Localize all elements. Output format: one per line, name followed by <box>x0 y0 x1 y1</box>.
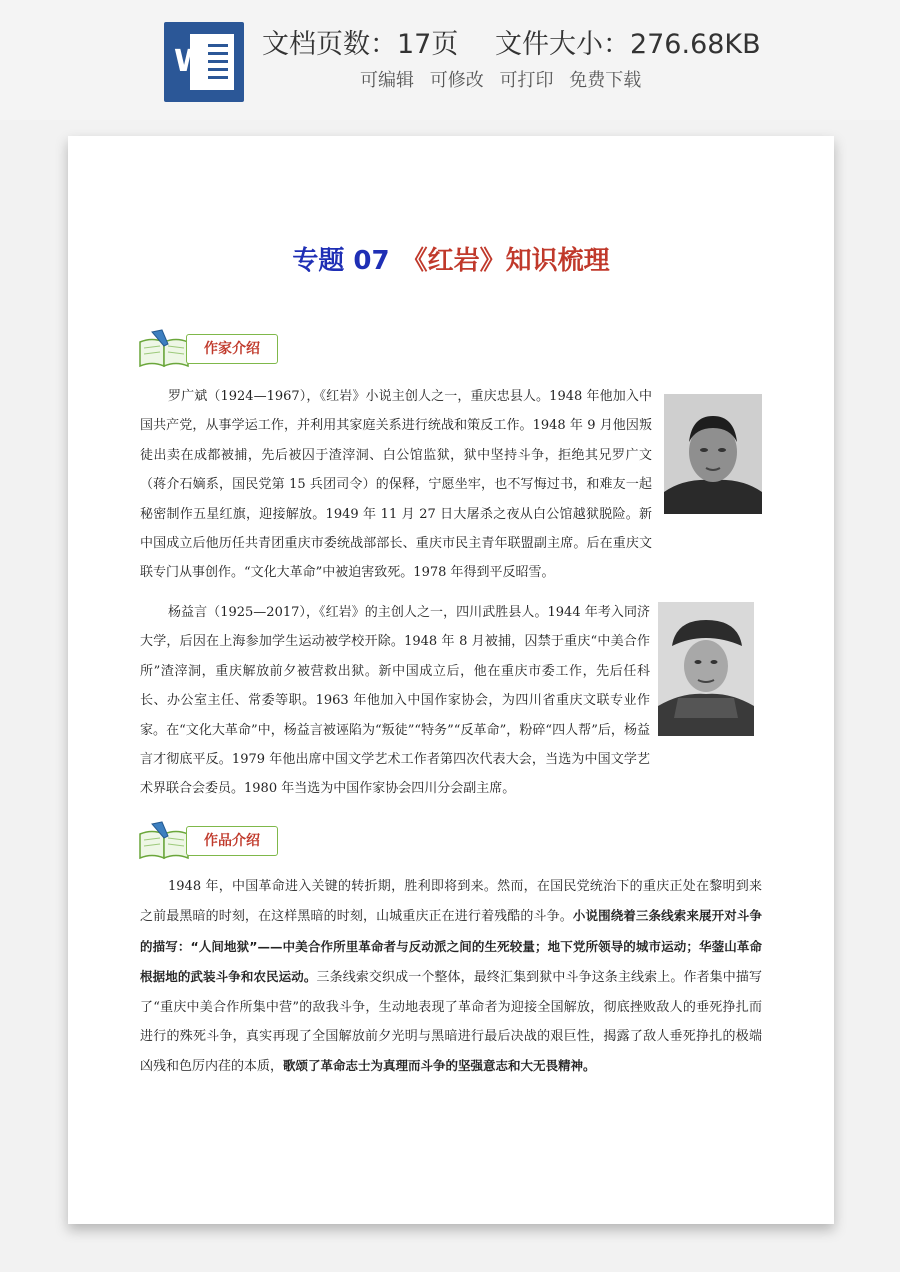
section-label-author: 作家介绍 <box>186 334 278 364</box>
author-photo-yang-yiyan <box>658 602 754 736</box>
section-header-author <box>138 328 288 368</box>
page-count: 文档页数：17页 <box>262 29 459 60</box>
work-intro-part-4-bold: 歌颂了革命志士为真理而斗争的坚强意志和大无畏精神。 <box>283 1058 596 1074</box>
word-logo-letter: W <box>174 44 208 79</box>
file-info <box>262 22 862 61</box>
title-topic-number: 专题 07 <box>292 246 390 276</box>
paragraph-yang-yiyan: 杨益言（1925—2017），《红岩》的主创人之一，四川武胜县人。1944 年考入同济大学，后因在上海参加学生运动被学校开除。1948 年 8 月被捕，囚禁于重庆“中美合作所”渣滓洞，重庆解放前夕被营救出狱。新中国成立后，他在重庆市委工作，先后任科长、办公室主任、常委等职。1963 年他加入中国作家协会，为四川省重庆文联专业作家。在“文化大革命”中，杨益言被诬陷为“叛徒”“特务”“反革命”，粉碎“四人帮”后，杨益言才彻底平反。1979 年他出席中国文学艺术工作者第四次代表大会，当选为中国文学艺术界联合会委员。1980 年当选为中国作家协会四川分会副主席。 <box>140 605 650 797</box>
paragraph-work-intro <box>140 872 762 1082</box>
book-pencil-icon <box>138 820 190 860</box>
feature-printable: 可打印 <box>499 70 554 91</box>
section-header-work <box>138 820 288 860</box>
work-intro-part-3: 三条线索交织成一个整体，最终汇集到狱中斗争这条主线索上。作者集中描写了“重庆中美合作所集中营”的敌我斗争，生动地表现了革命者为迎接全国解放，彻底挫败敌人的垂死挣扎而进行的殊死斗争，真实再现了全国解放前夕光明与黑暗进行最后决战的艰巨性，揭露了敌人垂死挣扎的极端凶残和色厉内荏的本质， <box>140 970 762 1075</box>
feature-list <box>360 66 651 92</box>
word-document-icon <box>164 22 244 102</box>
author-photo-luo-guangbin <box>664 394 762 514</box>
document-page[interactable] <box>68 136 834 1224</box>
work-intro-part-2-bold: 小说围绕着三条线索来展开对斗争的描写：“人间地狱”——中美合作所里革命者与反动派之间的生死较量；地下党所领导的城市运动；华蓥山革命根据地的武装斗争和农民运动。 <box>140 908 762 985</box>
book-pencil-icon <box>138 328 190 368</box>
download-banner <box>0 0 900 120</box>
section-label-work: 作品介绍 <box>186 826 278 856</box>
feature-editable: 可编辑 <box>360 70 414 91</box>
paragraph-luo-guangbin: 罗广斌（1924—1967），《红岩》小说主创人之一，重庆忠县人。1948 年他加入中国共产党，从事学运工作，并利用其家庭关系进行统战和策反工作。1948 年 9 月他因叛徒出卖在成都被捕，先后被囚于渣滓洞、白公馆监狱，狱中坚持斗争，拒绝其兄罗广文（蒋介石嫡系，国民党第 15 兵团司令）的保释，宁愿坐牢，也不写悔过书，和难友一起秘密制作五星红旗，迎接解放。1949 年 11 月 27 日大屠杀之夜从白公馆越狱脱险。新中国成立后他历任共青团重庆市委统战部部长、重庆市民主青年联盟副主席。后在重庆文联专门从事创作。“文化大革命”中被迫害致死。1978 年得到平反昭雪。 <box>140 389 652 581</box>
feature-free-download: 免费下载 <box>569 70 642 91</box>
title-book-name: 《红岩》知识梳理 <box>401 246 610 276</box>
file-size: 文件大小：276.68KB <box>494 29 761 60</box>
work-intro-part-1: 1948 年，中国革命进入关键的转折期，胜利即将到来。然而，在国民党统治下的重庆正处在黎明到来之前最黑暗的时刻，在这样黑暗的时刻，山城重庆正在进行着残酷的斗争。 <box>140 879 762 925</box>
page-title <box>68 240 834 277</box>
feature-modifiable: 可修改 <box>429 70 484 91</box>
